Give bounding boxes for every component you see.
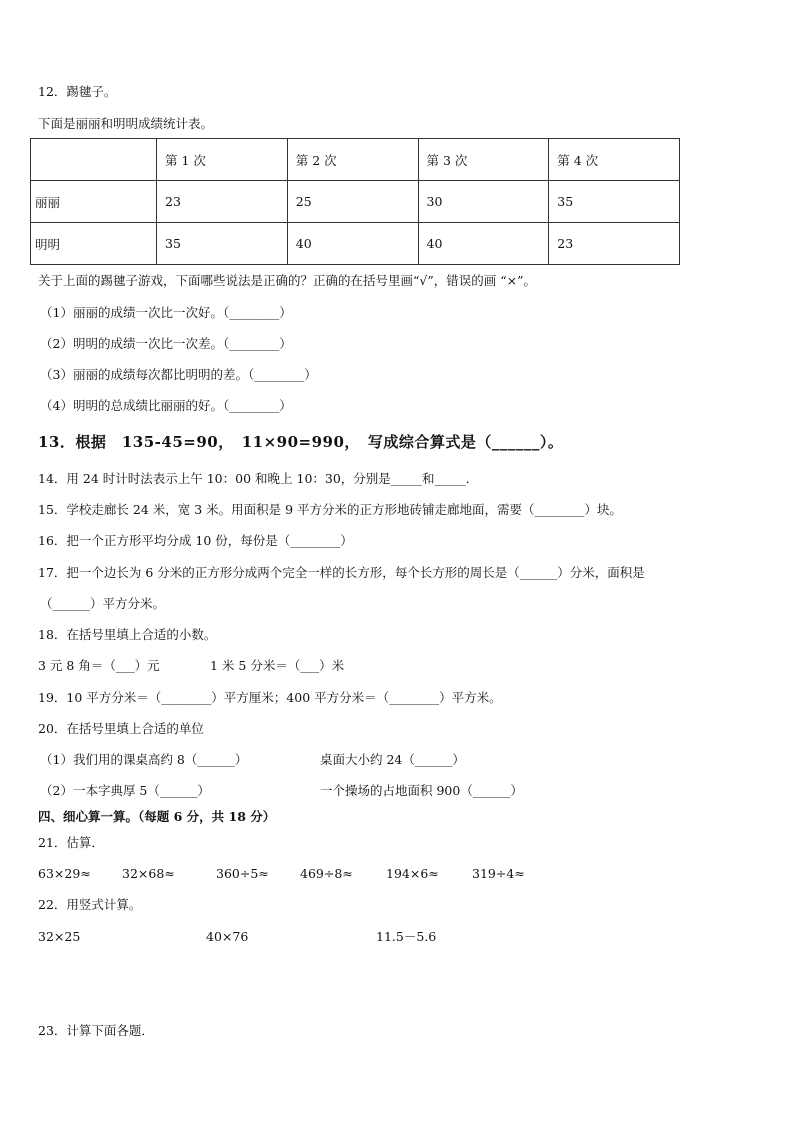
table-header-cell: 第 3 次 — [418, 139, 549, 181]
q22-item: 32×25 — [38, 929, 81, 944]
row-name: 明明 — [31, 223, 157, 265]
q21-title: 21．估算． — [38, 835, 104, 850]
score-table — [30, 138, 680, 265]
table-cell: 23 — [549, 223, 680, 265]
q14-text: 14．用 24 时计时法表示上午 10：00 和晚上 10：30，分别是_____和_____． — [38, 471, 479, 486]
q20-c: （2）一本字典厚 5（______） — [40, 783, 210, 798]
table-header-cell — [31, 139, 157, 181]
q20-a: （1）我们用的课桌高约 8（______） — [40, 752, 248, 767]
q15-text: 15．学校走廊长 24 米，宽 3 米。用面积是 9 平方分米的正方形地砖铺走廊地面，需要（________）块。 — [38, 502, 623, 517]
q21-item: 319÷4≈ — [472, 866, 525, 881]
row-name: 丽丽 — [31, 181, 157, 223]
q12-question: 关于上面的踢毽子游戏，下面哪些说法是正确的？正确的在括号里画“√”，错误的画 “×”。 — [38, 273, 536, 288]
table-header-cell: 第 2 次 — [287, 139, 418, 181]
q20-title: 20．在括号里填上合适的单位 — [38, 721, 204, 736]
table-header-cell: 第 4 次 — [549, 139, 680, 181]
q12-item-1: （1）丽丽的成绩一次比一次好。（________） — [40, 305, 292, 320]
table-cell: 40 — [418, 223, 549, 265]
table-row — [31, 223, 680, 265]
q16-text: 16．把一个正方形平均分成 10 份，每份是（________） — [38, 533, 353, 548]
table-row — [31, 181, 680, 223]
q17-line1: 17．把一个边长为 6 分米的正方形分成两个完全一样的长方形，每个长方形的周长是（______）分米，面积是 — [38, 565, 645, 580]
q21-item: 63×29≈ — [38, 866, 91, 881]
q12-intro: 下面是丽丽和明明成绩统计表。 — [38, 116, 214, 131]
table-cell: 35 — [157, 223, 288, 265]
q21-item: 360÷5≈ — [216, 866, 269, 881]
q17-line2: （______）平方分米。 — [40, 596, 166, 611]
q21-item: 32×68≈ — [122, 866, 175, 881]
q23-title: 23．计算下面各题． — [38, 1023, 154, 1038]
q20-b: 桌面大小约 24（______） — [320, 752, 465, 767]
table-cell: 25 — [287, 181, 418, 223]
section-four-heading: 四、细心算一算。（每题 6 分，共 18 分） — [38, 809, 276, 824]
q18-a: 3 元 8 角＝（___）元 — [38, 658, 160, 673]
q20-d: 一个操场的占地面积 900（______） — [320, 783, 523, 798]
q22-title: 22．用竖式计算。 — [38, 897, 142, 912]
q22-item: 40×76 — [206, 929, 249, 944]
q13-text: 13．根据 135-45=90， 11×90=990， 写成综合算式是（______）。 — [38, 433, 564, 451]
q12-item-2: （2）明明的成绩一次比一次差。（________） — [40, 336, 292, 351]
q12-title: 12．踢毽子。 — [38, 84, 117, 99]
table-header-cell: 第 1 次 — [157, 139, 288, 181]
table-cell: 35 — [549, 181, 680, 223]
q19-text: 19．10 平方分米＝（________）平方厘米；400 平方分米＝（________）平方米。 — [38, 690, 502, 705]
q18-b: 1 米 5 分米＝（___）米 — [210, 658, 345, 673]
q12-item-3: （3）丽丽的成绩每次都比明明的差。（________） — [40, 367, 317, 382]
table-cell: 40 — [287, 223, 418, 265]
table-cell: 30 — [418, 181, 549, 223]
q22-item: 11.5－5.6 — [376, 929, 437, 944]
table-header-row — [31, 139, 680, 181]
table-cell: 23 — [157, 181, 288, 223]
q21-item: 469÷8≈ — [300, 866, 353, 881]
q18-title: 18．在括号里填上合适的小数。 — [38, 627, 217, 642]
q21-item: 194×6≈ — [386, 866, 439, 881]
q12-item-4: （4）明明的总成绩比丽丽的好。（________） — [40, 398, 292, 413]
